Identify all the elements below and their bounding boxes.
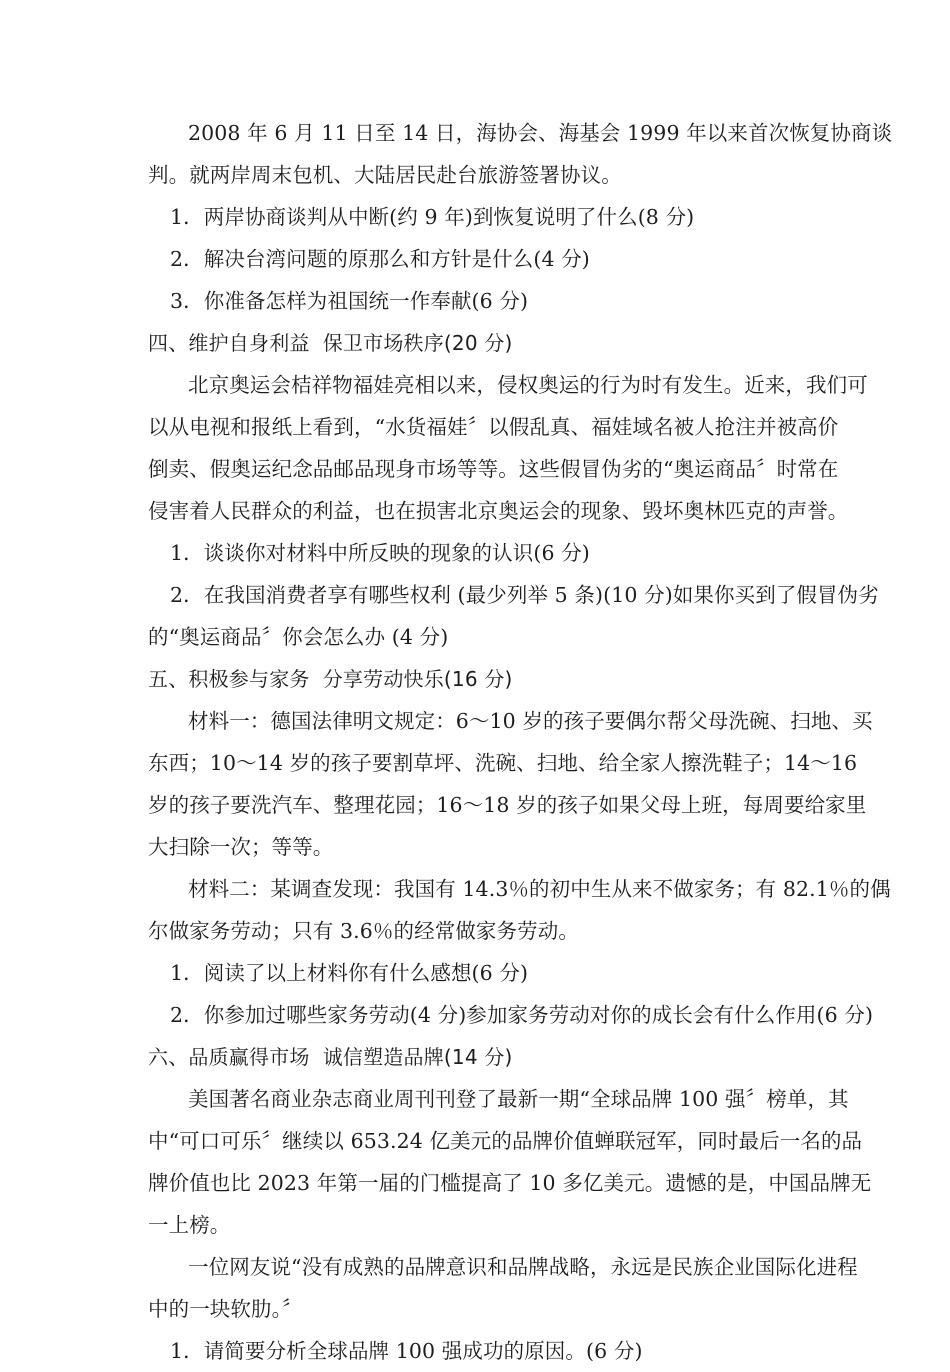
text-line: 北京奥运会桔祥物福娃亮相以来，侵权奥运的行为时有发生。近来，我们可 <box>188 373 868 397</box>
text-line: 2．解决台湾问题的原那么和方针是什么(4 分) <box>170 247 590 271</box>
text-line: 1．两岸协商谈判从中断(约 9 年)到恢复说明了什么(8 分) <box>170 205 695 229</box>
text-line: 以从电视和报纸上看到，“水货福娃〞以假乱真、福娃域名被人抢注并被高价 <box>148 415 839 439</box>
text-line: 中“可口可乐〞继续以 653.24 亿美元的品牌价值蝉联冠军，同时最后一名的品 <box>148 1129 863 1153</box>
text-line: 1．阅读了以上材料你有什么感想(6 分) <box>170 961 529 985</box>
text-line: 2．你参加过哪些家务劳动(4 分)参加家务劳动对你的成长会有什么作用(6 分) <box>170 1003 874 1027</box>
text-line: 中的一块软肋。〞 <box>148 1297 303 1321</box>
text-line: 1．谈谈你对材料中所反映的现象的认识(6 分) <box>170 541 590 565</box>
text-line: 材料二：某调查发现：我国有 14.3％的初中生从来不做家务；有 82.1％的偶 <box>188 877 891 901</box>
document-body <box>148 112 893 1372</box>
section-heading: 六、品质赢得市场 诚信塑造品牌(14 分) <box>148 1045 513 1069</box>
text-line: 岁的孩子要洗汽车、整理花园；16～18 岁的孩子如果父母上班，每周要给家里 <box>148 793 867 817</box>
text-line: 2．在我国消费者享有哪些权利 (最少列举 5 条)(10 分)如果你买到了假冒伪劣 <box>170 583 879 607</box>
text-line: 一上榜。 <box>148 1213 231 1237</box>
text-line: 尔做家务劳动；只有 3.6％的经常做家务劳动。 <box>148 919 579 943</box>
section-heading: 四、维护自身利益 保卫市场秩序(20 分) <box>148 331 513 355</box>
text-line: 材料一：德国法律明文规定：6～10 岁的孩子要偶尔帮父母洗碗、扫地、买 <box>188 709 873 733</box>
text-line: 3．你准备怎样为祖国统一作奉献(6 分) <box>170 289 529 313</box>
text-line: 1．请简要分析全球品牌 100 强成功的原因。(6 分) <box>170 1339 643 1363</box>
text-line: 2008 年 6 月 11 日至 14 日，海协会、海基会 1999 年以来首次恢复协商谈 <box>188 121 893 145</box>
text-line: 倒卖、假奥运纪念品邮品现身市场等等。这些假冒伪劣的“奥运商品〞时常在 <box>148 457 839 481</box>
text-line: 东西；10～14 岁的孩子要割草坪、洗碗、扫地、给全家人擦洗鞋子；14～16 <box>148 751 858 775</box>
text-line: 侵害着人民群众的利益，也在损害北京奥运会的现象、毁坏奥林匹克的声誉。 <box>148 499 849 523</box>
section-heading: 五、积极参与家务 分享劳动快乐(16 分) <box>148 667 513 691</box>
text-line: 的“奥运商品〞你会怎么办 (4 分) <box>148 625 449 649</box>
text-line: 判。就两岸周末包机、大陆居民赴台旅游签署协议。 <box>148 163 622 187</box>
text-line: 牌价值也比 2023 年第一届的门槛提高了 10 多亿美元。遗憾的是，中国品牌无 <box>148 1171 872 1195</box>
text-line: 美国著名商业杂志商业周刊刊登了最新一期“全球品牌 100 强〞榜单，其 <box>188 1087 849 1111</box>
text-line: 一位网友说“没有成熟的品牌意识和品牌战略，永远是民族企业国际化进程 <box>188 1255 858 1279</box>
text-line: 大扫除一次；等等。 <box>148 835 334 859</box>
